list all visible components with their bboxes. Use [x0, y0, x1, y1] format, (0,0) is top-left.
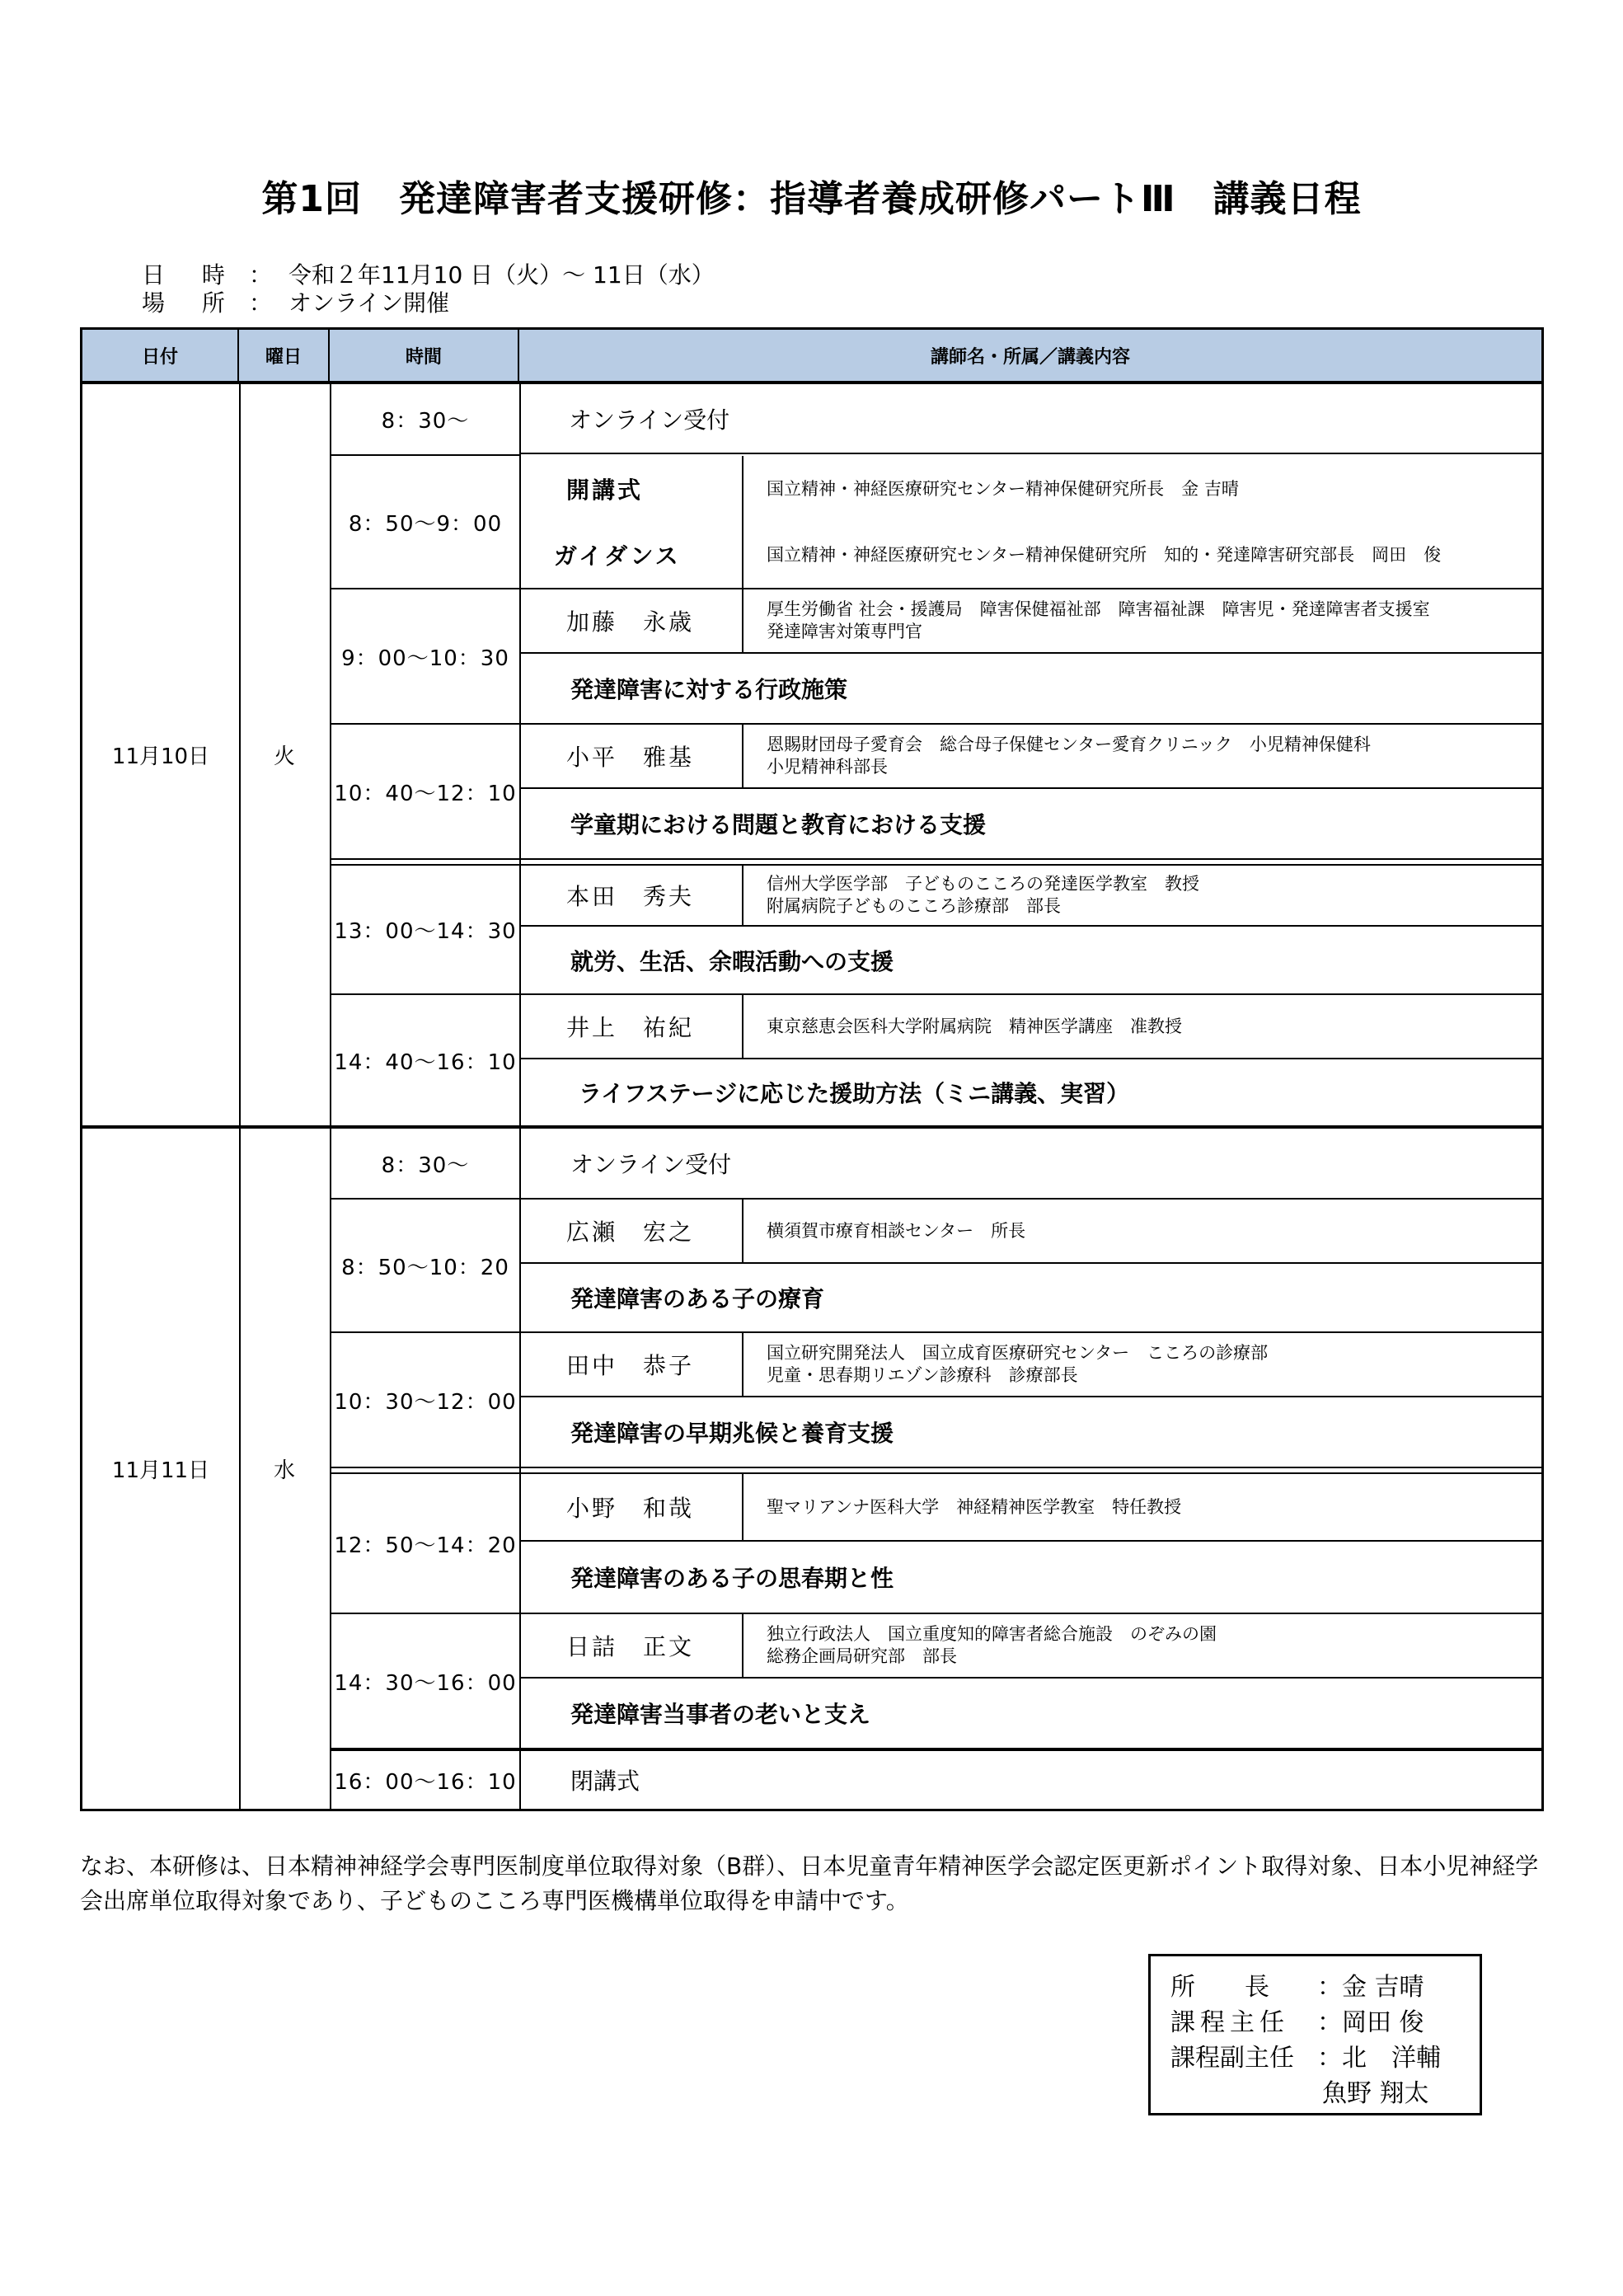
name-divider	[742, 725, 743, 787]
day1-s4-affiliation	[742, 995, 1541, 1058]
day2-s3-topic: 発達障害のある子の思春期と性	[570, 1565, 894, 1592]
day1-s3-topic: 就労、生活、余暇活動への支援	[570, 947, 894, 975]
colon: ：	[249, 261, 273, 289]
affiliation-line: 聖マリアンナ医科大学 神経精神医学教室 特任教授	[767, 1496, 1182, 1517]
day1-s3-time: 13：00～14：30	[334, 919, 517, 944]
day1-s4-name: 井上 祐紀	[566, 1014, 695, 1041]
schedule-table	[80, 327, 1544, 1811]
day2-dow: 水	[273, 1458, 295, 1483]
deputy-value-2: 魚野 翔太	[1322, 2079, 1429, 2108]
name-divider	[742, 1200, 743, 1262]
affiliation-line: 国立精神・神経医療研究センター精神保健研究所 知的・発達障害研究部長 岡田 俊	[767, 544, 1442, 565]
day1-reception: オンライン受付	[519, 384, 1541, 454]
deputy-value: ：北 洋輔	[1317, 2044, 1441, 2073]
day2-s3-time: 12：50～14：20	[334, 1533, 517, 1558]
day1-s4-topic: ライフステージに応じた援助方法（ミニ講義、実習）	[579, 1080, 1130, 1107]
day1-guidance-person	[742, 522, 1541, 588]
header-date: 日付	[82, 330, 239, 381]
day1-s2-affiliation	[742, 725, 1541, 787]
day2-s4-time: 14：30～16：00	[334, 1670, 517, 1696]
day2-s2-topic: 発達障害の早期兆候と養育支援	[570, 1420, 894, 1447]
day1-s1-name: 加藤 永歳	[566, 608, 695, 636]
day2-reception: オンライン受付	[570, 1151, 732, 1178]
affiliation-line: 児童・思春期リエゾン診療科 診療部長	[767, 1365, 1078, 1385]
day1-s1-time: 9：00～10：30	[341, 646, 509, 671]
affiliation-line: 発達障害対策専門官	[767, 622, 922, 641]
day1-s3-affiliation	[742, 866, 1541, 925]
name-divider	[742, 589, 743, 652]
day1-s4-time: 14：40～16：10	[334, 1049, 517, 1075]
affiliation-line: 東京慈恵会医科大学附属病院 精神医学講座 准教授	[767, 1016, 1182, 1036]
day2-s2-name: 田中 恭子	[566, 1352, 695, 1379]
day2-s3-name: 小野 和哉	[566, 1495, 695, 1522]
affiliation-line: 国立研究開発法人 国立成育医療研究センター こころの診療部	[767, 1343, 1269, 1363]
day1-dow: 火	[273, 744, 295, 769]
affiliation-line: 独立行政法人 国立重度知的障害者総合施設 のぞみの園	[767, 1624, 1217, 1644]
affiliation-line: 横須賀市療育相談センター 所長	[767, 1220, 1026, 1241]
lunch-divider	[331, 1467, 1541, 1468]
name-divider	[742, 995, 743, 1058]
affiliation-line: 附属病院子どものこころ診療部 部長	[767, 896, 1061, 916]
day2-date: 11月11日	[111, 1458, 210, 1483]
lunch-divider	[331, 858, 1541, 860]
name-divider	[742, 456, 743, 588]
day2-s4-affiliation	[742, 1614, 1541, 1677]
date-value: 令和２年11月10 日（火）～ 11日（水）	[288, 261, 715, 289]
day1-reception-time: 8：30～	[381, 409, 470, 434]
affiliation-line: 国立精神・神経医療研究センター精神保健研究所長 金 吉晴	[767, 478, 1239, 499]
name-divider	[742, 1614, 743, 1677]
place-value: オンライン開催	[288, 289, 450, 317]
spacer	[1170, 2076, 1317, 2111]
director-label: 所 長	[1170, 1973, 1269, 2002]
name-divider	[742, 1333, 743, 1396]
day2-s4-topic: 発達障害当事者の老いと支え	[570, 1701, 871, 1728]
affiliation-line: 総務企画局研究部 部長	[767, 1646, 957, 1666]
chief-value: ：岡田 俊	[1317, 2008, 1424, 2037]
day1-s1-affiliation	[742, 589, 1541, 652]
day1-date: 11月10日	[111, 744, 210, 769]
day1-guidance-label: ガイダンス	[554, 542, 681, 570]
day1-s3-name: 本田 秀夫	[566, 883, 695, 910]
day2-s1-topic: 発達障害のある子の療育	[570, 1285, 825, 1312]
day2-s2-time: 10：30～12：00	[334, 1389, 517, 1415]
affiliation-line: 厚生労働省 社会・援護局 障害保健福祉部 障害福祉課 障害児・発達障害者支援室	[767, 599, 1430, 619]
day2-closing: 閉講式	[570, 1768, 640, 1795]
day1-opening-label: 開講式	[566, 477, 644, 504]
day2-s3-affiliation	[742, 1474, 1541, 1540]
signature-box	[1148, 1954, 1482, 2115]
day2-reception-time: 8：30～	[381, 1153, 470, 1178]
name-divider	[742, 866, 743, 925]
day2-s1-name: 広瀬 宏之	[566, 1218, 695, 1246]
affiliation-line: 小児精神科部長	[767, 757, 888, 777]
deputy-label: 課程副主任	[1170, 2044, 1294, 2073]
day2-s2-affiliation	[742, 1333, 1541, 1396]
day2-s1-affiliation	[742, 1200, 1541, 1262]
affiliation-line: 恩賜財団母子愛育会 総合母子保健センター愛育クリニック 小児精神保健科	[767, 735, 1371, 754]
day2-closing-time: 16：00～16：10	[334, 1769, 517, 1795]
day1-s2-topic: 学童期における問題と教育における支援	[570, 811, 987, 838]
director-value: ：金 吉晴	[1317, 1973, 1424, 2002]
accreditation-note: なお、本研修は、日本精神神経学会専門医制度単位取得対象（B群）、日本児童青年精神医学会認定医更新ポイント取得対象、日本小児神経学会出席単位取得対象であり、子どものこころ専門医機構単位取得を申請中です。	[80, 1852, 1539, 1914]
day2-s1-time: 8：50～10：20	[341, 1255, 509, 1280]
place-info	[142, 285, 449, 318]
day1-s2-name: 小平 雅基	[566, 744, 695, 771]
day1-s2-time: 10：40～12：10	[334, 781, 517, 806]
day2-s4-name: 日詰 正文	[566, 1633, 695, 1660]
place-label: 場 所	[142, 289, 240, 317]
day1-s1-topic: 発達障害に対する行政施策	[570, 676, 848, 703]
header-content: 講師名・所属／講義内容	[519, 330, 1541, 381]
affiliation-line: 信州大学医学部 子どものこころの発達医学教室 教授	[767, 874, 1199, 894]
header-dow: 曜日	[239, 330, 330, 381]
date-label: 日 時	[142, 261, 240, 289]
name-divider	[742, 1474, 743, 1540]
page-title: 第1回 発達障害者支援研修：指導者養成研修パートⅢ 講義日程	[261, 178, 1362, 220]
day1-opening-person	[742, 456, 1541, 522]
chief-label: 課程主任	[1170, 2008, 1289, 2037]
header-time: 時間	[330, 330, 519, 381]
colon: ：	[249, 289, 273, 317]
day1-opening-time: 8：50～9：00	[348, 511, 503, 537]
